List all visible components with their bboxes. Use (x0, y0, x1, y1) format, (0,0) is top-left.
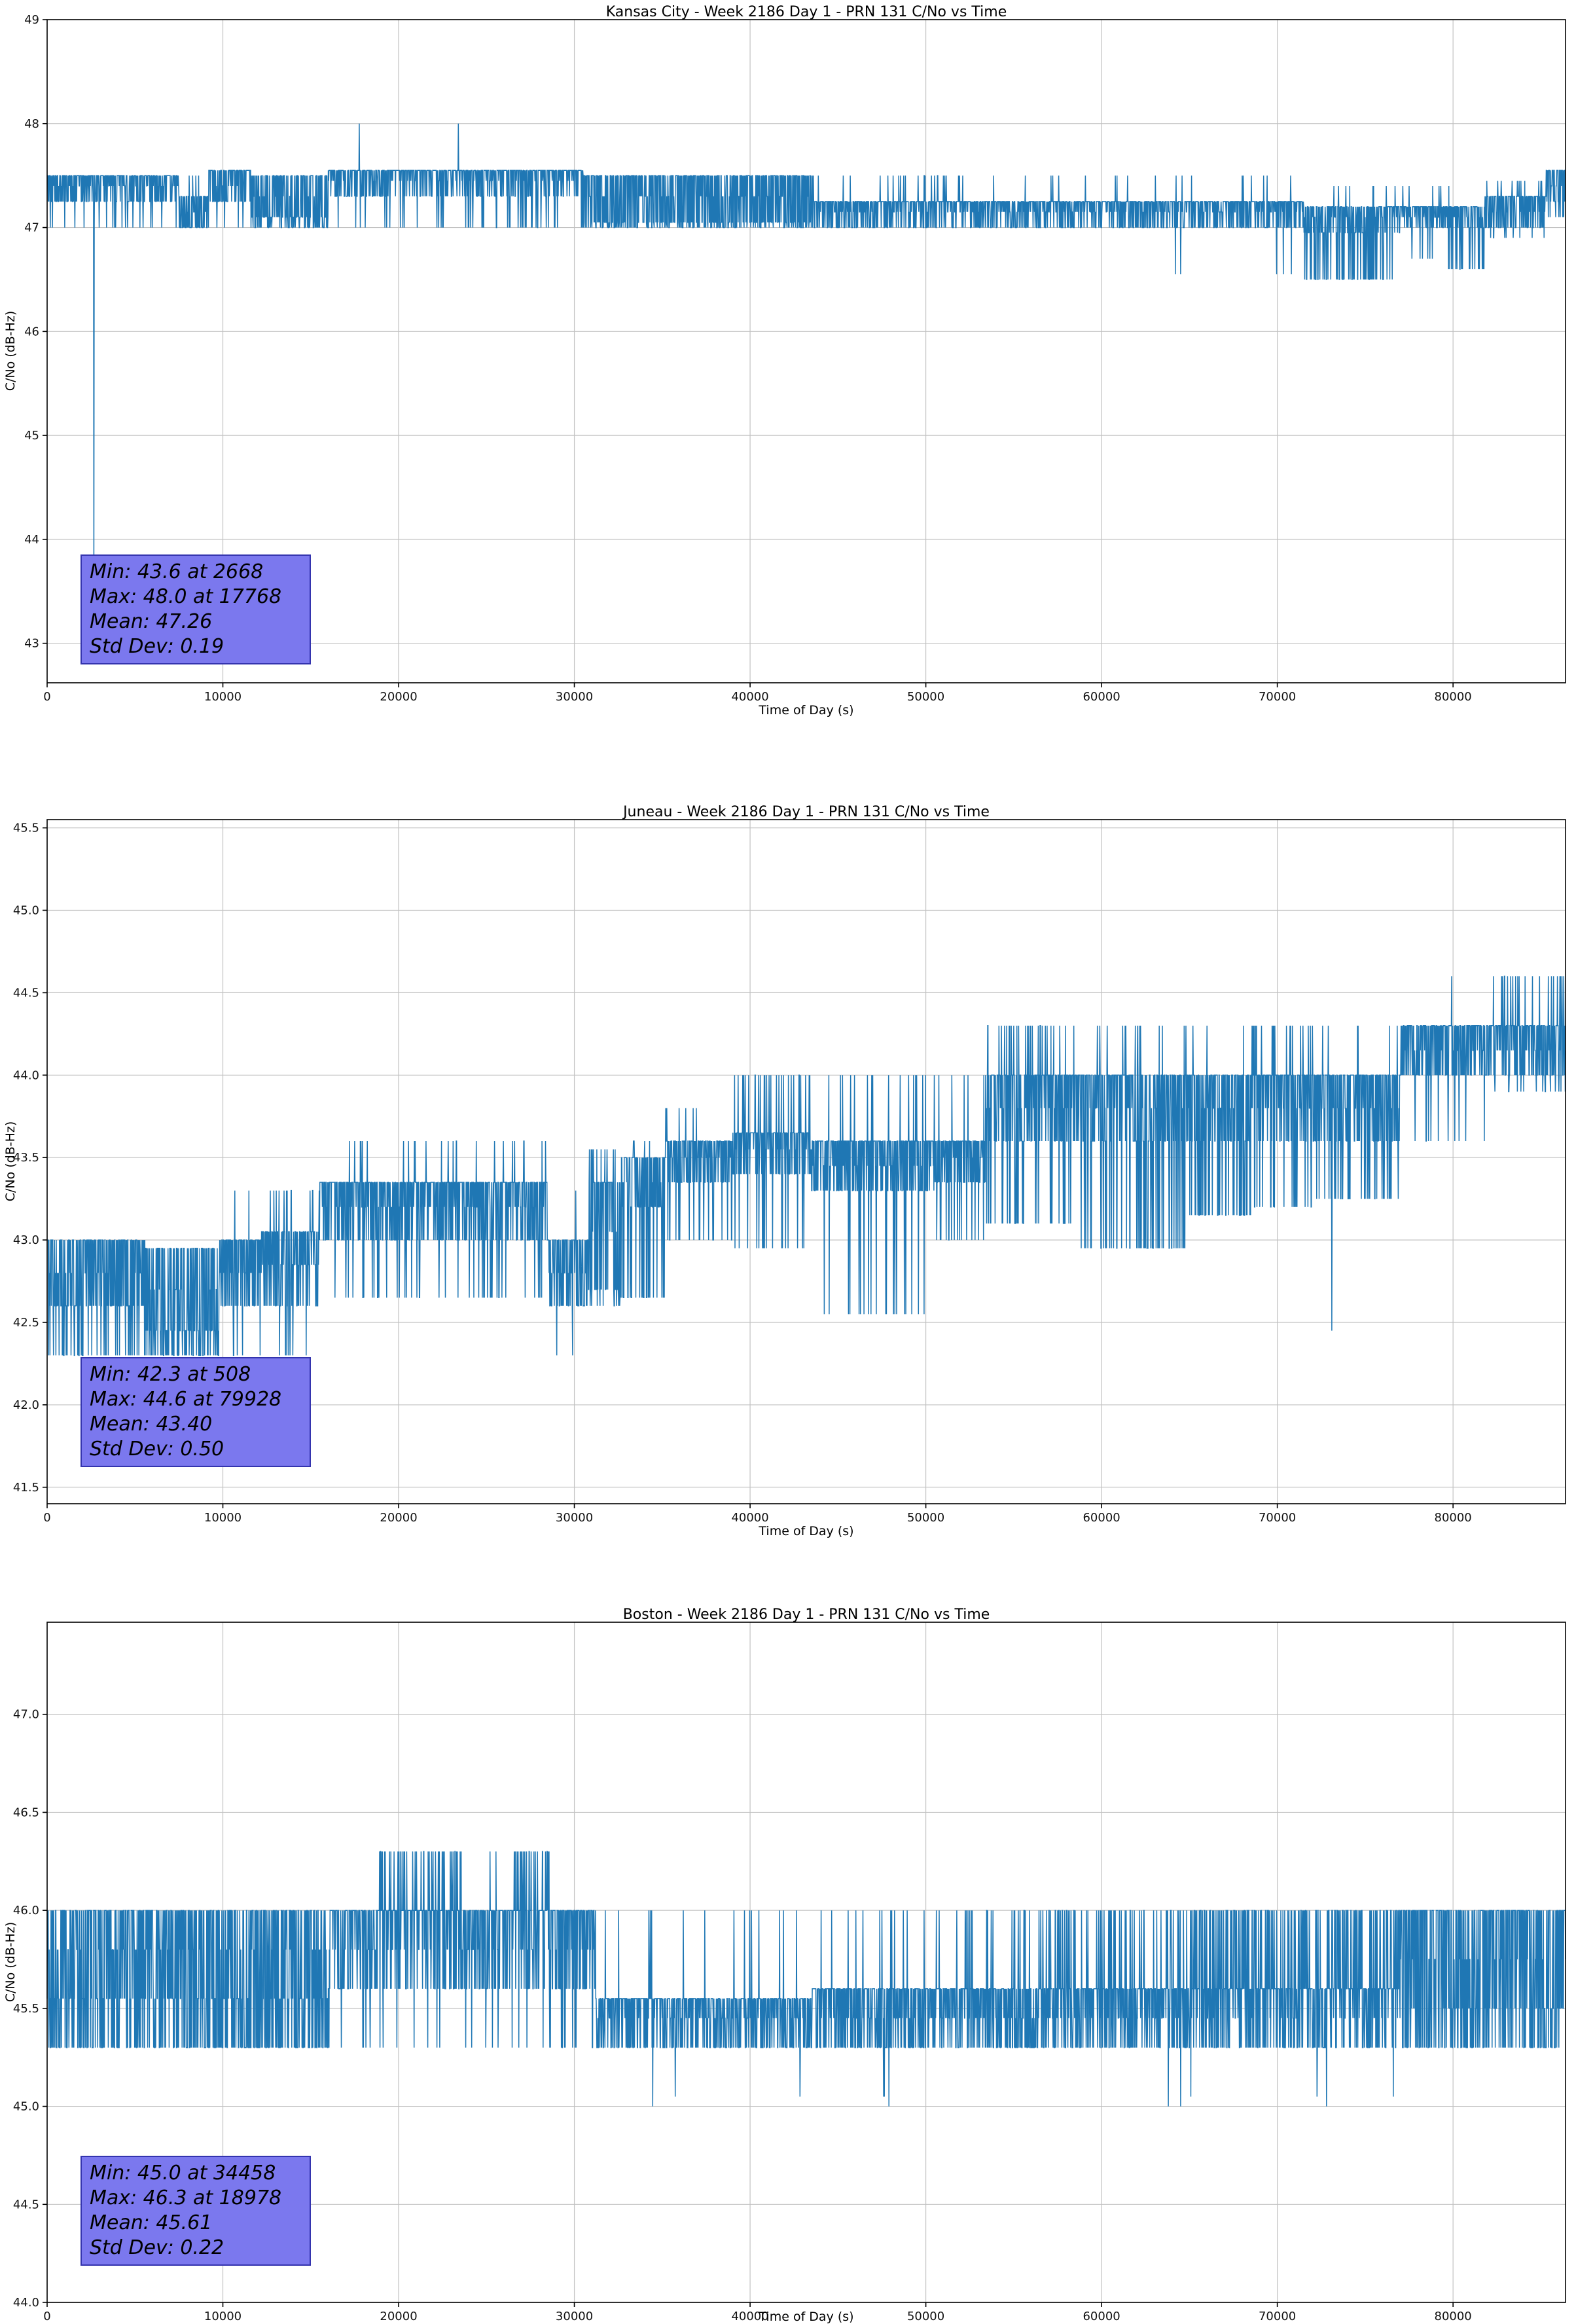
y-tick-label: 45 (24, 429, 39, 443)
y-tick-label: 44 (24, 532, 39, 547)
y-tick-label: 44.0 (12, 1068, 39, 1083)
chart-3-x-axis-label: Time of Day (s) (759, 2310, 854, 2324)
y-tick-label: 44.0 (12, 2296, 39, 2310)
chart-3-title: Boston - Week 2186 Day 1 - PRN 131 C/No vs Time (622, 1607, 990, 1623)
chart-2-stats-max: Max: 44.6 at 79928 (90, 1388, 282, 1411)
chart-2-x-axis-label: Time of Day (s) (759, 1524, 854, 1538)
chart-1-stats-max: Max: 48.0 at 17768 (90, 585, 282, 608)
x-tick-label: 0 (43, 2310, 51, 2323)
x-tick-label: 40000 (731, 690, 769, 704)
x-tick-label: 50000 (906, 2310, 945, 2323)
chart-1-title: Kansas City - Week 2186 Day 1 - PRN 131 C/No vs Time (605, 4, 1007, 20)
y-tick-label: 41.5 (12, 1480, 39, 1495)
x-tick-label: 30000 (555, 690, 594, 704)
y-tick-label: 43.0 (12, 1233, 39, 1248)
x-tick-label: 40000 (731, 2310, 769, 2323)
x-tick-label: 40000 (731, 1511, 769, 1525)
signal-trace (47, 976, 1566, 1355)
y-tick-label: 43 (24, 636, 39, 651)
x-tick-label: 20000 (380, 1511, 418, 1525)
chart-3-stats-mean: Mean: 45.61 (90, 2211, 213, 2234)
x-tick-label: 20000 (380, 2310, 418, 2323)
chart-3-stats-max: Max: 46.3 at 18978 (90, 2187, 282, 2209)
chart-1-y-axis-label: C/No (dB-Hz) (3, 310, 18, 391)
x-tick-label: 60000 (1083, 690, 1120, 704)
y-tick-label: 46 (24, 325, 39, 339)
signal-trace (47, 1851, 1566, 2106)
chart-1-x-axis-label: Time of Day (s) (759, 703, 854, 717)
chart-1-stats-mean: Mean: 47.26 (90, 610, 213, 633)
x-tick-label: 30000 (555, 1511, 594, 1525)
y-tick-label: 48 (24, 117, 39, 131)
x-tick-label: 60000 (1083, 1511, 1120, 1525)
y-tick-label: 47.0 (12, 1707, 39, 1722)
x-tick-label: 20000 (380, 690, 418, 704)
x-tick-label: 60000 (1083, 2310, 1120, 2323)
y-tick-label: 42.5 (12, 1316, 39, 1330)
y-tick-label: 43.5 (12, 1151, 39, 1165)
x-tick-label: 80000 (1434, 690, 1472, 704)
chart-1-stats-box (81, 554, 311, 664)
y-tick-label: 45.0 (12, 903, 39, 918)
x-tick-label: 10000 (204, 1511, 242, 1525)
y-tick-label: 47 (24, 221, 39, 235)
chart-3-stats-box (81, 2156, 311, 2266)
chart-2-stats-mean: Mean: 43.40 (90, 1413, 213, 1436)
chart-3-stats-min: Min: 45.0 at 34458 (90, 2162, 276, 2185)
x-tick-label: 10000 (204, 2310, 242, 2323)
y-tick-label: 49 (24, 13, 39, 27)
chart-2-y-axis-label: C/No (dB-Hz) (3, 1121, 18, 1202)
chart-2-stats-min: Min: 42.3 at 508 (90, 1363, 251, 1386)
y-tick-label: 44.5 (12, 986, 39, 1000)
x-tick-label: 0 (43, 690, 51, 704)
y-tick-label: 44.5 (12, 2198, 39, 2212)
x-tick-label: 70000 (1258, 2310, 1297, 2323)
x-tick-label: 70000 (1258, 690, 1297, 704)
x-tick-label: 10000 (204, 690, 242, 704)
chart-2-stats-std: Std Dev: 0.50 (90, 1438, 224, 1461)
y-tick-label: 46.5 (12, 1806, 39, 1820)
chart-3-stats-std: Std Dev: 0.22 (90, 2236, 224, 2259)
chart-2-title: Juneau - Week 2186 Day 1 - PRN 131 C/No vs Time (623, 804, 990, 820)
x-tick-label: 50000 (906, 690, 945, 704)
chart-3-y-axis-label: C/No (dB-Hz) (3, 1921, 18, 2003)
x-tick-label: 80000 (1434, 2310, 1472, 2323)
y-tick-label: 45.5 (12, 2001, 39, 2016)
chart-2-stats-box (81, 1357, 311, 1467)
x-tick-label: 70000 (1258, 1511, 1297, 1525)
y-tick-label: 42.0 (12, 1398, 39, 1412)
y-tick-label: 45.0 (12, 2099, 39, 2114)
x-tick-label: 50000 (906, 1511, 945, 1525)
x-tick-label: 80000 (1434, 1511, 1472, 1525)
x-tick-label: 30000 (555, 2310, 594, 2323)
x-tick-label: 0 (43, 1511, 51, 1525)
signal-trace (47, 124, 1566, 581)
chart-1-stats-std: Std Dev: 0.19 (90, 635, 224, 658)
chart-1-stats-min: Min: 43.6 at 2668 (90, 560, 264, 583)
y-tick-label: 46.0 (12, 1904, 39, 1918)
y-tick-label: 45.5 (12, 821, 39, 835)
